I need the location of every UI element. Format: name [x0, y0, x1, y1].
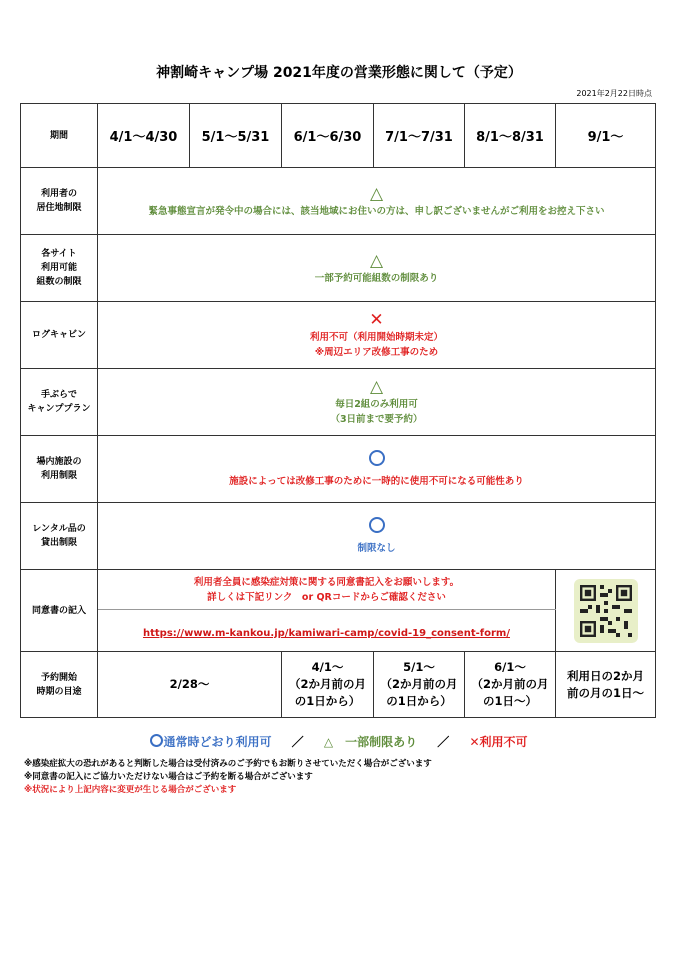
- footnote: ※状況により上記内容に変更が生じる場合がございます: [24, 785, 237, 795]
- tebura-note: 毎日2組のみ利用可: [335, 399, 418, 410]
- legend-separator: ／: [437, 735, 450, 749]
- label-line: 利用可能: [40, 263, 77, 273]
- triangle-icon: △: [369, 250, 384, 271]
- rental-cell: [98, 503, 656, 570]
- period-sep: 9/1～: [556, 104, 656, 168]
- period-jul: 7/1～7/31: [374, 104, 465, 168]
- row-label-facility: [21, 436, 98, 503]
- legend-partial: △ 一部制限あり: [323, 735, 418, 749]
- period-may: 5/1～5/31: [190, 104, 282, 168]
- row-label-sites: [21, 235, 98, 302]
- row-label-booking: [21, 652, 98, 718]
- booking-line: 5/1～: [403, 660, 435, 674]
- label-line: 手ぶらで: [41, 390, 77, 400]
- footnote: ※感染症拡大の恐れがあると判断した場合は受付済みのご予約でもお断りさせていただく場合がございます: [24, 759, 432, 769]
- booking-sep: [556, 652, 656, 718]
- facility-row: [21, 436, 656, 503]
- residence-note: 緊急事態宣言が発令中の場合には、該当地域にお住いの方は、申し訳ございませんがご利用をお控え下さい: [148, 205, 605, 217]
- consent-link-cell: [98, 610, 556, 652]
- footnotes: [24, 758, 432, 797]
- cabin-cell: [98, 302, 656, 369]
- rental-row: [21, 503, 656, 570]
- booking-row: [21, 652, 656, 718]
- rental-note: 制限なし: [357, 542, 396, 554]
- label-line: 貸出制限: [40, 538, 77, 548]
- booking-line: の1日～）: [482, 694, 537, 708]
- sites-row: [21, 235, 656, 302]
- schedule-table: [20, 103, 656, 718]
- facility-note: 施設によっては改修工事のために一時的に使用不可になる可能性あり: [229, 475, 524, 487]
- consent-form-link[interactable]: https://www.m-kankou.jp/kamiwari-camp/covid-19_consent-form/: [142, 628, 510, 639]
- tebura-cell: [98, 369, 656, 436]
- tebura-row: [21, 369, 656, 436]
- cabin-row: [21, 302, 656, 369]
- residence-cell: [98, 168, 656, 235]
- sites-note: 一部予約可能組数の制限あり: [314, 272, 439, 284]
- cabin-note: 利用不可（利用開始時期未定）: [309, 332, 443, 343]
- booking-jun: [282, 652, 374, 718]
- qr-code-icon[interactable]: [574, 579, 638, 643]
- period-label: 期間: [21, 104, 98, 168]
- residence-row: [21, 168, 656, 235]
- label-line: 居住地制限: [36, 203, 82, 213]
- booking-aug: [465, 652, 556, 718]
- footnote: ※同意書の記入にご協力いただけない場合はご予約を断る場合がございます: [24, 772, 313, 782]
- qr-code-graphic: [580, 585, 632, 637]
- page-title: 神割崎キャンプ場 2021年度の営業形態に関して（予定）: [156, 65, 522, 81]
- triangle-icon: △: [369, 377, 384, 397]
- consent-row: [21, 570, 656, 610]
- legend-none: ✕利用不可: [469, 735, 528, 749]
- period-apr: 4/1～4/30: [98, 104, 190, 168]
- consent-note: 利用者全員に感染症対策に関する同意書記入をお願いします。: [193, 576, 460, 588]
- period-aug: 8/1～8/31: [465, 104, 556, 168]
- circle-icon: [150, 734, 163, 747]
- cross-icon: ✕: [369, 310, 384, 330]
- cabin-note-sub: ※周辺エリア改修工事のため: [314, 347, 439, 358]
- label-line: 時期の目途: [36, 686, 82, 697]
- legend: [0, 733, 678, 750]
- label-line: レンタル品の: [32, 524, 86, 534]
- row-label-tebura: [21, 369, 98, 436]
- qr-cell: [556, 570, 656, 652]
- booking-line: 前の月の1日～: [566, 685, 644, 700]
- facility-cell: [98, 436, 656, 503]
- legend-separator: ／: [291, 735, 304, 749]
- tebura-note-sub: （3日前まで要予約）: [330, 414, 423, 425]
- period-jun: 6/1～6/30: [282, 104, 374, 168]
- booking-line: 4/1～: [311, 660, 344, 674]
- row-label-consent: 同意書の記入: [21, 570, 98, 652]
- consent-text-cell: [98, 570, 556, 610]
- circle-icon: [369, 450, 385, 466]
- booking-line: の1日から）: [294, 694, 361, 708]
- circle-icon: [369, 517, 385, 533]
- row-label-residence: [21, 168, 98, 235]
- as-of-date: 2021年2月22日時点: [576, 89, 652, 98]
- booking-line: 利用日の2か月: [566, 668, 644, 683]
- consent-note-sub: 詳しくは下記リンク or QRコードからご確認ください: [207, 591, 446, 603]
- booking-jul: [374, 652, 465, 718]
- booking-line: （2か月前の月: [380, 677, 458, 691]
- triangle-icon: △: [369, 183, 384, 204]
- booking-apr-may: 2/28～: [98, 652, 282, 718]
- label-line: 各サイト: [41, 249, 77, 259]
- legend-normal-text: 通常時どおり利用可: [163, 735, 272, 749]
- booking-line: の1日から）: [386, 694, 452, 708]
- sites-cell: [98, 235, 656, 302]
- label-line: キャンププラン: [27, 404, 91, 414]
- booking-line: （2か月前の月: [288, 677, 366, 691]
- booking-line: 6/1～: [494, 660, 526, 674]
- row-label-cabin: ログキャビン: [21, 302, 98, 369]
- row-label-rental: [21, 503, 98, 570]
- label-line: 予約開始: [40, 672, 77, 683]
- label-line: 利用制限: [40, 471, 77, 481]
- legend-normal: [150, 735, 271, 749]
- label-line: 利用者の: [40, 189, 77, 199]
- header-row: [21, 104, 656, 168]
- label-line: 組数の制限: [36, 277, 82, 287]
- booking-line: （2か月前の月: [471, 677, 549, 691]
- label-line: 場内施設の: [36, 457, 82, 467]
